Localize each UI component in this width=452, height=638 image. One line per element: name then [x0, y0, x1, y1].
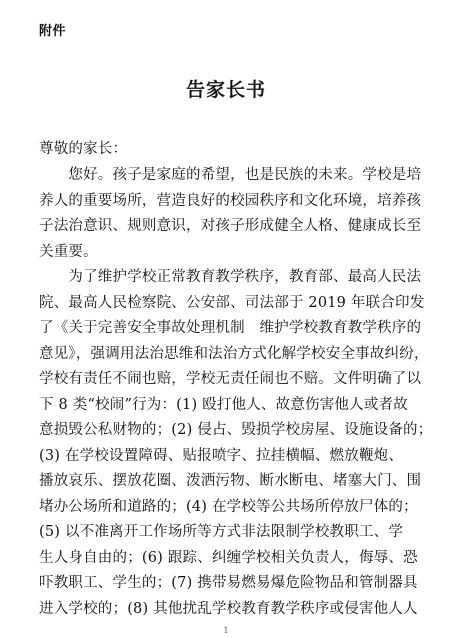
body-line: (3) 在学校设置障碍、贴报喷字、拉挂横幅、燃放鞭炮、 [39, 447, 404, 464]
page-title: 告家长书 [185, 79, 266, 101]
body-line: 学校有责任不闹也赔，学校无责任闹也不赔。文件明确了以 [39, 371, 422, 387]
body-line: 进入学校的；(8) 其他扰乱学校教育教学秩序或侵害他人人 [39, 600, 418, 617]
body-line: 子法治意识、规则意识，对孩子形成健全人格、健康成长至 [39, 218, 422, 234]
body-line: 关重要。 [39, 243, 98, 260]
body-line: 了《关于完善安全事故处理机制 维护学校教育教学秩序的 [39, 320, 422, 336]
body-line: 养人的重要场所，营造良好的校园秩序和文化环境，培养孩 [39, 192, 422, 209]
page-number: 1 [223, 626, 229, 635]
body-line: 意损毁公私财物的；(2) 侵占、毁损学校房屋、设施设备的； [39, 422, 433, 438]
body-line: 院、最高人民检察院、公安部、司法部于 2019 年联合印发 [39, 294, 425, 311]
body-line: 生人身自由的；(6) 跟踪、纠缠学校相关负责人，侮辱、恐 [39, 549, 418, 566]
body-line: (5) 以不准离开工作场所等方式非法限制学校教职工、学 [39, 524, 404, 540]
salutation: 尊敬的家长： [39, 141, 128, 157]
body-line: 您好。孩子是家庭的希望，也是民族的未来。学校是培 [39, 167, 422, 183]
body-line: 播放哀乐、摆放花圈、泼洒污物、断水断电、堵塞大门、围 [39, 473, 422, 489]
body-line: 意见》，强调用法治思维和法治方式化解学校安全事故纠纷， [39, 345, 429, 362]
body-line: 堵办公场所和道路的；(4) 在学校等公共场所停放尸体的； [39, 498, 418, 515]
attachment-label: 附件 [39, 24, 67, 39]
body-line: 下 8 类“校闹”行为：(1) 殴打他人、故意伤害他人或者故 [39, 396, 408, 413]
body-line: 吓教职工、学生的；(7) 携带易燃易爆危险物品和管制器具 [39, 575, 418, 591]
body-line: 为了维护学校正常教育教学秩序，教育部、最高人民法 [39, 269, 422, 285]
